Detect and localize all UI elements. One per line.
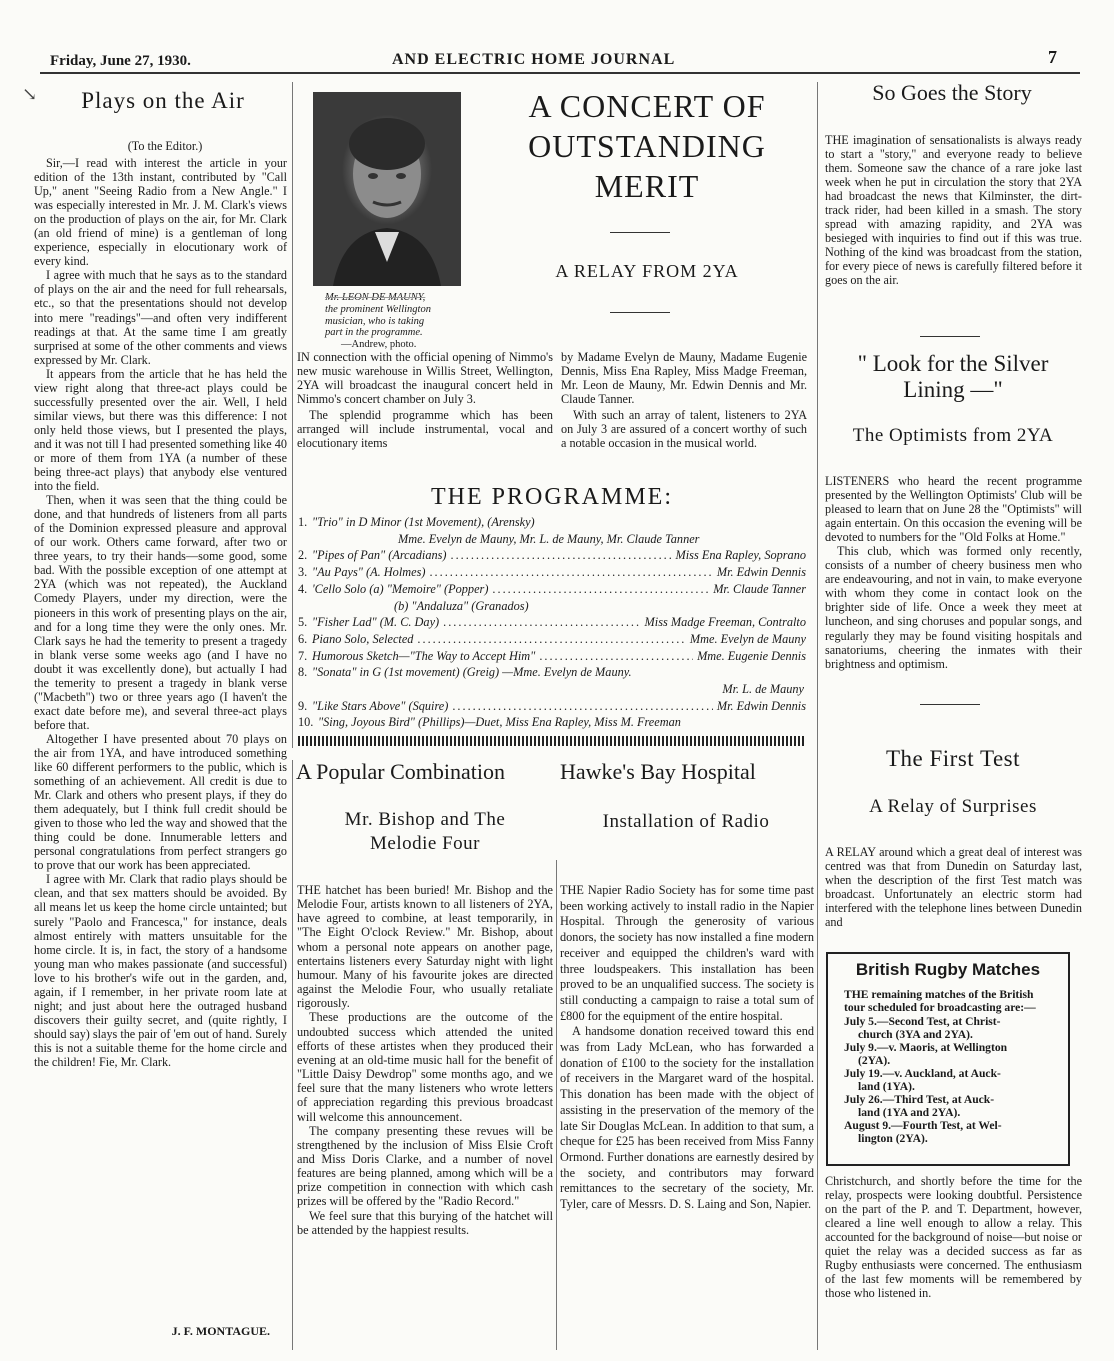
firsttest-body-top [825,845,1082,929]
rugby-match-line: July 19.—v. Auckland, at Auck- [844,1067,1001,1080]
item-title: "Sing, Joyous Bird" (Phillips)—Duet, Miss Ena Rapley, Miss M. Freeman [318,715,681,730]
popular-paragraph: These productions are the outcome of the undoubted success which attended the united efforts of these artistes when they produced their evening at an old-time music hall for the benefit of "Little Daisy Dewdrop" some months ago, and we feel sure that the many listeners who wrote letters of appreciation regarding this previous broadcast will welcome this announcement. [297,1010,553,1124]
ornamental-rule [298,736,806,746]
silver-paragraph: LISTENERS who heard the recent programme presented by the Wellington Optimists' Club will be pleased to learn that on June 28 the "Optimists" will again entertain. On this occasion the evening will be devoted to numbers for the "Old Folks at Home." [825,474,1082,545]
concert-headline [487,86,807,206]
silver-paragraph: This club, which was formed only recently, consists of a number of cheery business men who are endeavouring, and not in vain, to make everyone with whom they come in contact look on the brighter side of life. Once a week they meet at luncheon, and sing choruses and popular songs, and regularly they may be found visiting hospitals and sanatoriums, cheering the inmates with their brightness and optimism. [825,544,1082,671]
rugby-match [844,1067,1052,1093]
item-performer: Mr. Claude Tanner [713,581,806,596]
plays-paragraph: I agree with much that he says as to the standard of plays on the air and the need for full rehearsals, etc., so that the presentations should not develop into mere "readings"—and often very indifferent readings at that. At the same time I am greatly surprised at some of the other comments and views expressed by Mr. Clark. [34,268,287,367]
story-body [825,133,1082,288]
concert-paragraph: by Madame Evelyn de Mauny, Madame Eugenie Dennis, Miss Ena Rapley, Miss Madge Freeman, Mr. Leon de Mauny, Mr. Edwin Dennis and Mr. Claude Tanner. [561,350,807,407]
leader-dots [417,631,685,648]
rugby-match-line: (2YA). [858,1054,891,1067]
leader-dots [539,648,693,665]
plays-title: Plays on the Air [81,88,245,113]
silver-title-line: Lining —" [903,377,1003,402]
caption-line: musician, who is taking [325,315,425,327]
margin-mark: ↘ [22,84,38,104]
programme-item-sub: (b) "Andaluza" (Granados) [394,598,529,613]
firsttest-subtitle: A Relay of Surprises [869,796,1037,817]
popular-paragraph: The company presenting these revues will be strengthened by the inclusion of Miss Elsie Croft and Miss Doris Clarke, and a number of novel features are being planned, among which will be a prize competition in connection with which cash prizes will be offered by the "Radio Record." [297,1123,553,1209]
concert-paragraph: IN connection with the official opening of Nimmo's new music warehouse in Willis Street, Wellington, 2YA will broadcast the inaugural concert held in Nimmo's concert chamber on July 3. [297,350,553,407]
journal-title: AND ELECTRIC HOME JOURNAL [392,51,676,68]
caption-line: part in the programme. [325,327,423,339]
plays-body [34,156,287,1069]
programme-item [298,547,806,564]
item-performer: Mr. Edwin Dennis [716,565,806,580]
programme-item [298,631,806,648]
item-title: "Trio" in D Minor (1st Movement), (Arensky) [312,515,535,529]
programme-item [298,581,806,598]
caption-line: the prominent Wellington [325,303,431,315]
silver-title [822,351,1084,403]
programme-item [298,648,806,665]
programme-item [298,614,806,631]
leader-dots [443,614,640,631]
item-number: 7. [298,648,308,663]
rugby-match-line: land (1YA and 2YA). [858,1106,961,1119]
programme-item [298,564,806,581]
plays-paragraph: Then, when it was seen that the thing could be done, and that hundreds of listeners from all parts of the Dominion expressed pleasure and approval of our work. Others came forward, after two or three years, to try their hands—some good, some bad. With the possible exception of one attempt at 2YA (which was not repeated), the Auckland Comedy Players, under my direction, were the pioneers in this work of presenting plays on the air, and for a long time they were the only ones. Mr. Clark says he had the temerity to present a tragedy in blank verse some weeks ago (and I have no doubt it was excellently done), but actually I had the temerity to present a tragedy in blank verse ("Macbeth") two or three years ago (I haven't the exact date before me), and several three-act plays before that. [34,493,287,732]
rugby-match-line: August 9.—Fourth Test, at Wel- [844,1119,1002,1132]
divider [920,704,980,705]
plays-salutation: (To the Editor.) [127,139,203,153]
programme-item-performer: Mme. Evelyn de Mauny, Mr. L. de Mauny, Mr. Claude Tanner [398,531,700,546]
page-number: 7 [1048,47,1057,67]
item-title: "Au Pays" (A. Holmes) [312,565,426,580]
item-number: 8. [298,665,308,680]
item-number: 9. [298,698,308,713]
popular-subtitle [296,808,554,856]
programme-item [298,698,806,715]
concert-col1 [297,350,553,450]
popular-title: A Popular Combination [296,759,505,784]
caption-credit: —Andrew, photo. [341,339,417,351]
masthead-rule [40,72,1080,74]
concert-col2 [561,350,807,450]
hawkes-body [560,883,814,1213]
rugby-match [844,1093,1052,1119]
item-title: "Fisher Lad" (M. C. Day) [312,615,440,630]
concert-headline-line: MERIT [594,168,700,204]
programme-item [298,664,806,681]
programme-list [298,514,806,731]
hawkes-title: Hawke's Bay Hospital [560,759,756,784]
rugby-match [844,1119,1052,1145]
plays-signature: J. F. MONTAGUE. [171,1324,270,1338]
popular-subtitle-line: Mr. Bishop and The [344,809,506,830]
programme-heading: THE PROGRAMME: [430,484,674,510]
hawkes-subtitle: Installation of Radio [602,811,770,832]
programme-item-performer: Mr. L. de Mauny [722,682,804,697]
programme-item [298,714,806,731]
divider [610,312,670,313]
photo-caption [325,292,475,351]
column-rule [556,860,557,1350]
item-title: "Pipes of Pan" (Arcadians) [312,548,447,563]
rugby-match-line: land (1YA). [858,1080,915,1093]
item-number: 10. [298,715,314,730]
leader-dots [451,547,672,564]
hawkes-paragraph: A handsome donation received toward this end was from Lady McLean, who has forwarded a donation of £100 to the society for the installation of receivers in the Margaret ward of the hospital. This donation has been made with the object of assisting in the preservation of the memory of the late Sir Douglas McLean. In addition to that sum, a cheque for £25 has been received from Miss Fanny Ormond. Further donations are earnestly desired by the society, and contributors may forward remittances to the secretary of the society, Mr. Tyler, care of Messrs. D. S. Laing and Son, Napier. [560,1024,814,1212]
item-number: 5. [298,615,308,630]
column-rule [292,82,293,748]
story-title: So Goes the Story [872,80,1032,105]
rugby-match-line: July 26.—Third Test, at Auck- [844,1093,995,1106]
plays-paragraph: It appears from the article that he has held the view right along that three-act plays could be successfully presented over the air. Well, I held similar views, but there was this difference: I not only held those views, but I presented the plays, and it was not till I had presented something like 40 or more of them from 1YA (a number of these being three-act plays) that anybody else ventured into the field. [34,366,287,494]
divider [610,232,670,233]
popular-subtitle-line: Melodie Four [370,833,480,854]
leader-dots [492,581,709,598]
rugby-match-line: July 9.—v. Maoris, at Wellington [844,1041,1008,1054]
item-number: 6. [298,631,308,646]
column-rule [292,760,293,1350]
rugby-matches-box [826,952,1070,1166]
firsttest-title: The First Test [885,746,1021,771]
caption-name: Mr. LEON DE MAUNY, [325,292,426,303]
item-title: 'Cello Solo (a) "Memoire" (Popper) [312,581,489,596]
firsttest-paragraph: A RELAY around which a great deal of interest was centred was that from Dunedin on Saturday last, when the description of the first Test match was broadcast. Unfortunately an electric storm had interfered with the telephone lines between Dunedin and [825,845,1082,930]
popular-paragraph: THE hatchet has been buried! Mr. Bishop and the Melodie Four, artists known to all listeners of 2YA, have agreed to combine, at least temporarily, in "The Eight O'clock Review." Mr. Bishop, about whom a personal note appears on another page, entertains listeners every Saturday night with light humour. Many of his favourite jokes are directed against the Melodie Four, who usually retaliate rigorously. [297,883,553,1011]
concert-headline-line: A CONCERT OF [528,88,766,124]
rugby-match [844,1015,1052,1041]
divider [920,336,980,337]
popular-body [297,883,553,1237]
plays-paragraph: Altogether I have presented about 70 plays on the air from 1YA, and have introduced something like 60 different performers to the public, which is something of an achievement. All credit is due to Mr. Clark and others who present plays, if they do them adequately, but I think full credit should be given to those who led the way and showed that the thing could be done. Innumerable letters and personal congratulations from perfect strangers go to prove that our work has been appreciated. [34,731,287,873]
item-performer: Mme. Eugenie Dennis [697,648,806,663]
item-performer: Miss Ena Rapley, Soprano [675,548,806,563]
rugby-intro: THE remaining matches of the British tour scheduled for broadcasting are:— [844,988,1036,1014]
concert-paragraph: The splendid programme which has been arranged will include instrumental, vocal and elocutionary items [297,408,553,451]
story-paragraph: THE imagination of sensationalists is always ready to start a "story," and everyone ready to believe them. Someone saw the chance of a rare joke last week when he put in circulation the story that 2YA had broadcast the news that Kilminster, the dirt-track rider, had been killed in a smash. The story spread with amazing rapidity, and 2YA was besieged with inquiries to find out if this was true. Nothing of the kind was broadcast from the station, for every piece of news is carefully filtered before it goes on the air. [825,133,1082,288]
item-number: 2. [298,548,308,563]
item-title: Humorous Sketch—"The Way to Accept Him" [312,648,536,663]
rugby-match-line: church (3YA and 2YA). [858,1028,973,1041]
item-number: 1. [298,515,308,529]
leader-dots [452,698,712,715]
rugby-title: British Rugby Matches [855,960,1041,979]
leader-dots [429,564,712,581]
silver-title-line: " Look for the Silver [857,351,1049,376]
item-title: "Like Stars Above" (Squire) [312,698,449,713]
column-rule [817,82,818,1350]
firsttest-paragraph: Christchurch, and shortly before the time for the relay, prospects were looking doubtful. Persistence on the part of the P. and T. Department, however, cleared a line well enough to allow a relay. This accounted for the background of noise—but noise or quiet the relay was a decided success as far as Rugby enthusiasts were concerned. The enthusiasm of the last few moments will be remembered by those who listened in. [825,1174,1082,1301]
concert-subtitle: A RELAY FROM 2YA [555,261,739,281]
rugby-list [828,988,1068,1145]
rugby-match-line: July 5.—Second Test, at Christ- [844,1015,1001,1028]
portrait-silhouette-icon [313,92,461,286]
concert-headline-line: OUTSTANDING [528,128,766,164]
portrait-photo [313,92,461,286]
item-performer: Mr. Edwin Dennis [716,698,806,713]
silver-subtitle: The Optimists from 2YA [852,425,1054,446]
issue-date: Friday, June 27, 1930. [50,53,191,69]
plays-paragraph: Sir,—I read with interest the article in your edition of the 13th instant, contributed by "Call Up," anent "Seeing Radio from a New Angle." I was especially interested in Mr. J. M. Clark's views on the production of plays on the air, for Mr. Clark (an old friend of mine) is a gentleman of long experience, especially in elocutionary work of every kind. [34,156,287,269]
item-performer: Miss Madge Freeman, Contralto [644,615,806,630]
rugby-match [844,1041,1052,1067]
rugby-match-line: lington (2YA). [858,1132,928,1145]
hawkes-paragraph: THE Napier Radio Society has for some time past been working actively to install radio in the Napier Hospital. Through the generosity of various donors, the society has now installed a fine modern receiver and equipped the children's ward with three loudspeakers. This installation has been proved to be an unqualified success. The society is still conducting a campaign to raise a total sum of £800 for the equipment of the entire hospital. [560,883,814,1023]
item-number: 4. [298,581,308,596]
item-performer: Mme. Evelyn de Mauny [689,631,806,646]
item-title: "Sonata" in G (1st movement) (Greig) —Mme. Evelyn de Mauny. [312,665,632,680]
item-title: Piano Solo, Selected [312,631,414,646]
item-number: 3. [298,565,308,580]
concert-paragraph: With such an array of talent, listeners to 2YA on July 3 are assured of a concert worthy of such a notable occasion in the musical world. [561,408,807,451]
silver-body [825,474,1082,671]
programme-item [298,514,806,531]
plays-paragraph: I agree with Mr. Clark that radio plays should be clean, and that sex matters should be avoided. By all means let us keep the home circle untainted; but surely "Paolo and Francesca," for instance, deals almost entirely with matters unsuitable for the home circle. It is, in fact, the story of a handsome young man who makes passionate (and successful) love to his brother's wife out in the garden, and, again, if I remember, in her private room late at night; and just about here the outraged husband discovers their guilty secret, and (quite rightly, I should say) slays the pair of 'em out of hand. Surely this is not a suitable theme for the home circle and the children! Fie, Mr. Clark. [34,872,288,1069]
firsttest-body-bottom [825,1174,1082,1300]
popular-paragraph: We feel sure that this burying of the hatchet will be attended by the happiest results. [297,1208,553,1237]
